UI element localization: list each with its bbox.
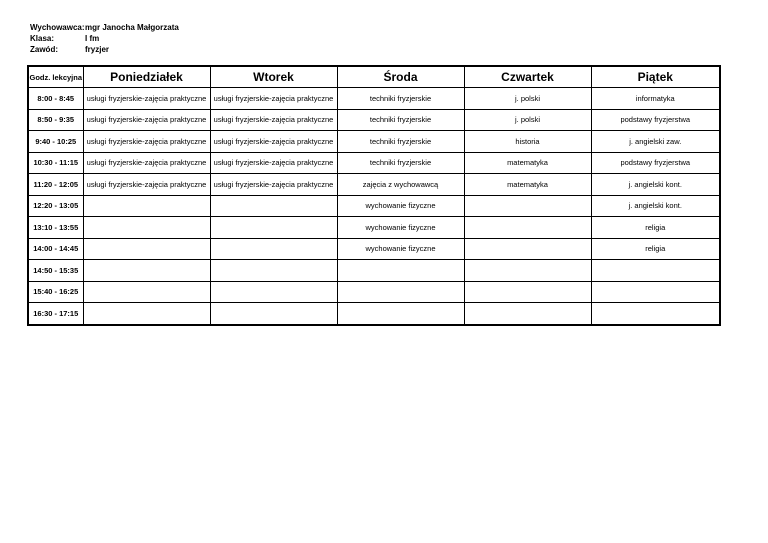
monday-cell: usługi fryzjerskie-zajęcia praktyczne bbox=[83, 88, 210, 110]
table-row bbox=[28, 109, 720, 131]
tuesday-cell bbox=[210, 217, 337, 239]
friday-cell: j. angielski kont. bbox=[591, 174, 720, 196]
wednesday-cell: wychowanie fizyczne bbox=[337, 238, 464, 260]
column-header-wednesday: Środa bbox=[337, 66, 464, 88]
class-value: I fm bbox=[85, 34, 100, 43]
tuesday-cell bbox=[210, 238, 337, 260]
tuesday-cell bbox=[210, 281, 337, 303]
teacher-row bbox=[30, 22, 179, 33]
wednesday-cell: zajęcia z wychowawcą bbox=[337, 174, 464, 196]
table-row bbox=[28, 131, 720, 153]
friday-cell: podstawy fryzjerstwa bbox=[591, 152, 720, 174]
thursday-cell: j. polski bbox=[464, 109, 591, 131]
monday-cell: usługi fryzjerskie-zajęcia praktyczne bbox=[83, 109, 210, 131]
monday-cell bbox=[83, 238, 210, 260]
hour-cell: 8:50 - 9:35 bbox=[28, 109, 83, 131]
teacher-label: Wychowawca: bbox=[30, 23, 85, 32]
timetable bbox=[27, 65, 721, 326]
monday-cell: usługi fryzjerskie-zajęcia praktyczne bbox=[83, 131, 210, 153]
wednesday-cell: techniki fryzjerskie bbox=[337, 109, 464, 131]
profession-value: fryzjer bbox=[85, 45, 110, 54]
wednesday-cell: techniki fryzjerskie bbox=[337, 131, 464, 153]
friday-cell bbox=[591, 281, 720, 303]
tuesday-cell bbox=[210, 195, 337, 217]
class-info bbox=[30, 22, 179, 55]
table-row bbox=[28, 238, 720, 260]
thursday-cell bbox=[464, 260, 591, 282]
monday-cell: usługi fryzjerskie-zajęcia praktyczne bbox=[83, 174, 210, 196]
hour-cell: 9:40 - 10:25 bbox=[28, 131, 83, 153]
table-row bbox=[28, 303, 720, 325]
wednesday-cell bbox=[337, 281, 464, 303]
wednesday-cell: techniki fryzjerskie bbox=[337, 152, 464, 174]
hour-cell: 13:10 - 13:55 bbox=[28, 217, 83, 239]
column-header-friday: Piątek bbox=[591, 66, 720, 88]
tuesday-cell: usługi fryzjerskie-zajęcia praktyczne bbox=[210, 174, 337, 196]
table-row bbox=[28, 217, 720, 239]
wednesday-cell bbox=[337, 303, 464, 325]
friday-cell: podstawy fryzjerstwa bbox=[591, 109, 720, 131]
friday-cell: informatyka bbox=[591, 88, 720, 110]
timetable-body bbox=[28, 88, 720, 325]
hour-cell: 10:30 - 11:15 bbox=[28, 152, 83, 174]
monday-cell: usługi fryzjerskie-zajęcia praktyczne bbox=[83, 152, 210, 174]
hour-cell: 11:20 - 12:05 bbox=[28, 174, 83, 196]
table-row bbox=[28, 260, 720, 282]
hour-cell: 16:30 - 17:15 bbox=[28, 303, 83, 325]
friday-cell bbox=[591, 303, 720, 325]
hour-cell: 12:20 - 13:05 bbox=[28, 195, 83, 217]
profession-row bbox=[30, 44, 179, 55]
friday-cell bbox=[591, 260, 720, 282]
table-row bbox=[28, 88, 720, 110]
tuesday-cell bbox=[210, 260, 337, 282]
friday-cell: j. angielski kont. bbox=[591, 195, 720, 217]
monday-cell bbox=[83, 281, 210, 303]
table-row bbox=[28, 152, 720, 174]
friday-cell: religia bbox=[591, 238, 720, 260]
hour-cell: 14:50 - 15:35 bbox=[28, 260, 83, 282]
tuesday-cell: usługi fryzjerskie-zajęcia praktyczne bbox=[210, 152, 337, 174]
monday-cell bbox=[83, 195, 210, 217]
tuesday-cell bbox=[210, 303, 337, 325]
thursday-cell bbox=[464, 195, 591, 217]
tuesday-cell: usługi fryzjerskie-zajęcia praktyczne bbox=[210, 109, 337, 131]
monday-cell bbox=[83, 260, 210, 282]
thursday-cell: matematyka bbox=[464, 174, 591, 196]
table-row bbox=[28, 281, 720, 303]
class-label: Klasa: bbox=[30, 34, 55, 43]
column-header-monday: Poniedziałek bbox=[83, 66, 210, 88]
table-row bbox=[28, 195, 720, 217]
thursday-cell: j. polski bbox=[464, 88, 591, 110]
column-header-hour: Godz. lekcyjna bbox=[28, 66, 83, 88]
header-row bbox=[28, 66, 720, 88]
friday-cell: j. angielski zaw. bbox=[591, 131, 720, 153]
table-row bbox=[28, 174, 720, 196]
thursday-cell bbox=[464, 238, 591, 260]
hour-cell: 15:40 - 16:25 bbox=[28, 281, 83, 303]
thursday-cell: historia bbox=[464, 131, 591, 153]
thursday-cell bbox=[464, 217, 591, 239]
column-header-tuesday: Wtorek bbox=[210, 66, 337, 88]
teacher-value: mgr Janocha Małgorzata bbox=[85, 23, 179, 32]
thursday-cell: matematyka bbox=[464, 152, 591, 174]
hour-cell: 14:00 - 14:45 bbox=[28, 238, 83, 260]
wednesday-cell: wychowanie fizyczne bbox=[337, 217, 464, 239]
hour-cell: 8:00 - 8:45 bbox=[28, 88, 83, 110]
thursday-cell bbox=[464, 281, 591, 303]
monday-cell bbox=[83, 217, 210, 239]
profession-label: Zawód: bbox=[30, 45, 58, 54]
friday-cell: religia bbox=[591, 217, 720, 239]
thursday-cell bbox=[464, 303, 591, 325]
tuesday-cell: usługi fryzjerskie-zajęcia praktyczne bbox=[210, 131, 337, 153]
monday-cell bbox=[83, 303, 210, 325]
class-row bbox=[30, 33, 179, 44]
column-header-thursday: Czwartek bbox=[464, 66, 591, 88]
wednesday-cell: wychowanie fizyczne bbox=[337, 195, 464, 217]
wednesday-cell bbox=[337, 260, 464, 282]
tuesday-cell: usługi fryzjerskie-zajęcia praktyczne bbox=[210, 88, 337, 110]
wednesday-cell: techniki fryzjerskie bbox=[337, 88, 464, 110]
